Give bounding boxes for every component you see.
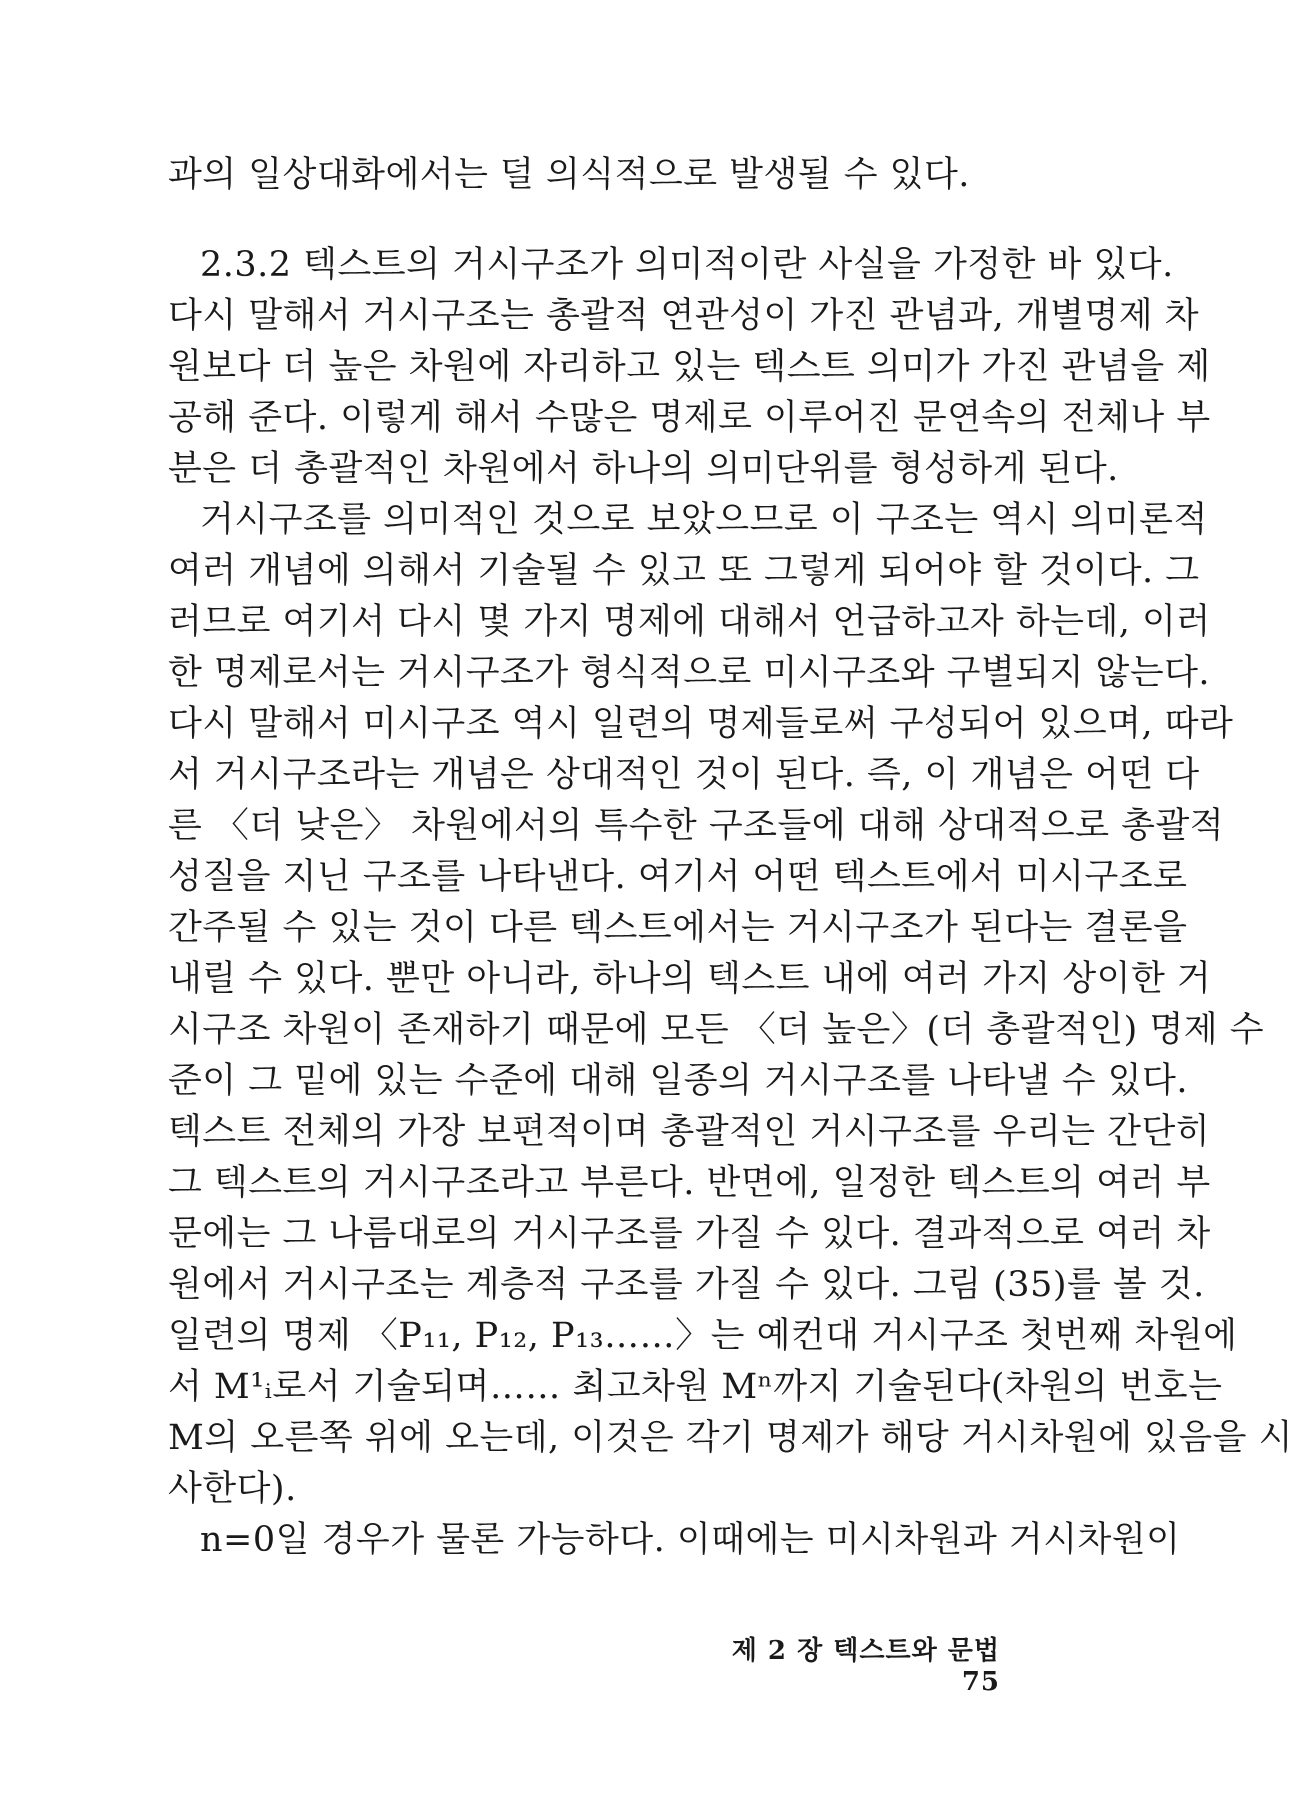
- text-line: 그 텍스트의 거시구조라고 부른다. 반면에, 일정한 텍스트의 여러 부: [168, 1163, 1211, 1203]
- text-line: 서 M¹ᵢ로서 기술되며…… 최고차원 Mⁿ까지 기술된다(차원의 번호는: [168, 1367, 1223, 1407]
- text-line: 공해 준다. 이렇게 해서 수많은 명제로 이루어진 문연속의 전체나 부: [168, 398, 1211, 438]
- text-line: 른 〈더 낮은〉 차원에서의 특수한 구조들에 대해 상대적으로 총괄적: [168, 806, 1225, 846]
- text-line: 시구조 차원이 존재하기 때문에 모든 〈더 높은〉(더 총괄적인) 명제 수: [168, 1010, 1265, 1050]
- paragraph-gap: [168, 201, 1018, 240]
- text-line: 문에는 그 나름대로의 거시구조를 가질 수 있다. 결과적으로 여러 차: [168, 1214, 1211, 1254]
- paragraph-start-line: 거시구조를 의미적인 것으로 보았으므로 이 구조는 역시 의미론적: [200, 500, 1208, 540]
- text-line: 텍스트 전체의 가장 보편적이며 총괄적인 거시구조를 우리는 간단히: [168, 1112, 1211, 1152]
- text-line: 원보다 더 높은 차원에 자리하고 있는 텍스트 의미가 가진 관념을 제: [168, 347, 1211, 387]
- text-line: 서 거시구조라는 개념은 상대적인 것이 된다. 즉, 이 개념은 어떤 다: [168, 755, 1200, 795]
- text-line: 한 명제로서는 거시구조가 형식적으로 미시구조와 구별되지 않는다.: [168, 653, 1211, 693]
- text-line: 분은 더 총괄적인 차원에서 하나의 의미단위를 형성하게 된다.: [168, 449, 1119, 489]
- text-line: 일련의 명제 〈P₁₁, P₁₂, P₁₃……〉는 예컨대 거시구조 첫번째 차원에: [168, 1316, 1238, 1356]
- text-line: 러므로 여기서 다시 몇 가지 명제에 대해서 언급하고자 하는데, 이러: [168, 602, 1211, 642]
- text-line: 준이 그 밑에 있는 수준에 대해 일종의 거시구조를 나타낼 수 있다.: [168, 1061, 1188, 1101]
- page-footer: 제 2 장 텍스트와 문법 75: [731, 1636, 1000, 1697]
- text-line: 성질을 지닌 구조를 나타낸다. 여기서 어떤 텍스트에서 미시구조로: [168, 857, 1188, 897]
- section-heading-line: 2.3.2 텍스트의 거시구조가 의미적이란 사실을 가정한 바 있다.: [200, 245, 1174, 285]
- text-line: 다시 말해서 미시구조 역시 일련의 명제들로써 구성되어 있으며, 따라: [168, 704, 1234, 744]
- text-line: 과의 일상대화에서는 덜 의식적으로 발생될 수 있다.: [168, 155, 970, 195]
- text-line: 다시 말해서 거시구조는 총괄적 연관성이 가진 관념과, 개별명제 차: [168, 296, 1200, 336]
- text-line: M의 오른쪽 위에 오는데, 이것은 각기 명제가 해당 거시차원에 있음을 시: [168, 1418, 1293, 1458]
- text-line: 내릴 수 있다. 뿐만 아니라, 하나의 텍스트 내에 여러 가지 상이한 거: [168, 959, 1212, 999]
- text-line: 원에서 거시구조는 계층적 구조를 가질 수 있다. 그림 (35)를 볼 것.: [168, 1265, 1205, 1305]
- text-line: 여러 개념에 의해서 기술될 수 있고 또 그렇게 되어야 할 것이다. 그: [168, 551, 1200, 591]
- document-page: [168, 150, 1293, 1566]
- text-line: 간주될 수 있는 것이 다른 텍스트에서는 거시구조가 된다는 결론을: [168, 908, 1188, 948]
- paragraph-start-line: n=0일 경우가 물론 가능하다. 이때에는 미시차원과 거시차원이: [200, 1520, 1181, 1560]
- text-line: 사한다).: [168, 1469, 297, 1509]
